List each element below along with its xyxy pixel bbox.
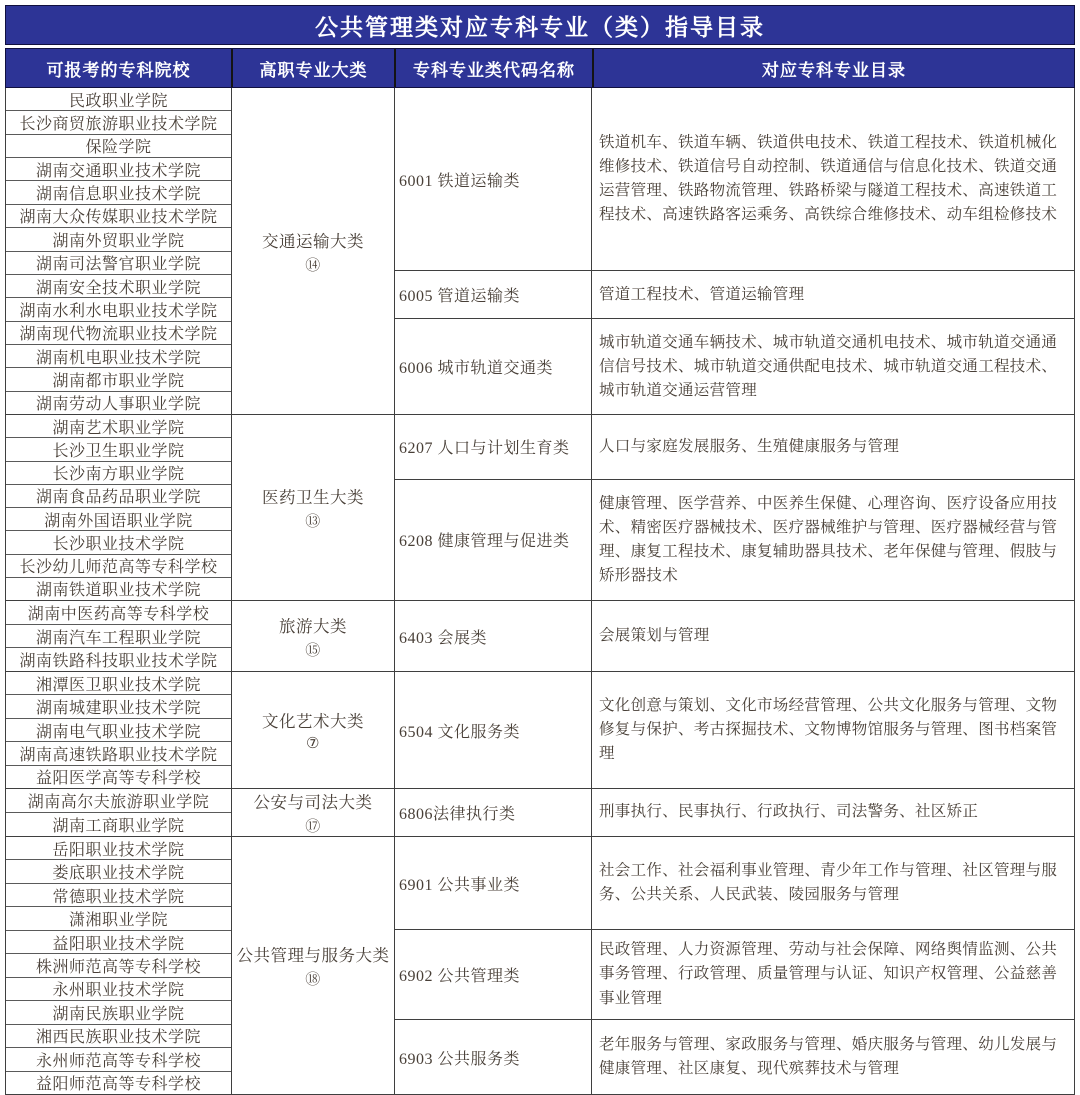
majors-cell: 社会工作、社会福利事业管理、青少年工作与管理、社区管理与服务、公共关系、人民武装、陵园服务与管理	[599, 861, 1058, 903]
category-count-badge: ⑰	[305, 819, 321, 835]
major-rows	[395, 837, 1074, 1094]
school-cell: 湖南大众传媒职业技术学院	[6, 205, 231, 228]
school-cell: 长沙商贸旅游职业技术学院	[6, 111, 231, 134]
school-list	[6, 789, 232, 836]
school-cell: 湖南城建职业技术学院	[6, 695, 231, 718]
majors-cell: 人口与家庭发展服务、生殖健康服务与管理	[599, 437, 900, 455]
major-row	[395, 837, 1074, 930]
school-cell: 湖南中医药高等专科学校	[6, 601, 231, 625]
category-cell	[232, 837, 395, 1094]
school-cell: 湖南信息职业技术学院	[6, 181, 231, 204]
school-cell: 永州师范高等专科学校	[6, 1048, 231, 1071]
school-cell: 株洲师范高等专科学校	[6, 954, 231, 977]
section-public-admin-service	[6, 837, 1074, 1094]
major-row	[395, 930, 1074, 1020]
school-cell: 湖南汽车工程职业学院	[6, 625, 231, 649]
school-list	[6, 672, 232, 788]
school-cell: 湖南电气职业技术学院	[6, 719, 231, 742]
school-cell: 湖南水利水电职业技术学院	[6, 298, 231, 321]
category-count-badge: ⑬	[305, 514, 321, 530]
school-cell: 湖南艺术职业学院	[6, 415, 231, 438]
code-cell: 6403 会展类	[395, 601, 592, 671]
school-cell: 长沙职业技术学院	[6, 531, 231, 554]
code-cell: 6005 管道运输类	[395, 271, 592, 318]
school-cell: 湖南外贸职业学院	[6, 228, 231, 251]
school-cell: 益阳职业技术学院	[6, 931, 231, 954]
school-cell: 湖南铁路科技职业技术学院	[19, 653, 218, 671]
school-cell: 湖南都市职业学院	[6, 368, 231, 391]
school-list	[6, 415, 232, 600]
category-cell	[232, 789, 395, 836]
code-cell: 6901 公共事业类	[395, 837, 592, 929]
majors-cell: 会展策划与管理	[599, 626, 710, 644]
column-header-code: 专科专业类代码名称	[396, 49, 594, 87]
column-header-schools: 可报考的专科院校	[6, 49, 233, 87]
section-culture-art	[6, 672, 1074, 789]
school-cell: 湖南司法警官职业学院	[6, 252, 231, 275]
column-header-category: 高职专业大类	[233, 49, 396, 87]
category-name: 交通运输大类	[262, 231, 364, 251]
school-cell: 长沙南方职业学院	[6, 462, 231, 485]
school-cell: 益阳医学高等专科学校	[35, 770, 201, 788]
school-cell: 湖南机电职业技术学院	[6, 345, 231, 368]
school-cell: 湖南铁道职业技术学院	[35, 582, 201, 600]
school-cell: 湖南外国语职业学院	[6, 508, 231, 531]
school-cell: 长沙幼儿师范高等专科学校	[6, 555, 231, 578]
category-cell	[232, 88, 395, 414]
major-row	[395, 1020, 1074, 1094]
major-row	[395, 601, 1074, 671]
category-cell	[232, 601, 395, 671]
code-cell: 6902 公共管理类	[395, 930, 592, 1019]
major-row	[395, 480, 1074, 600]
school-cell: 湖南高速铁路职业技术学院	[6, 742, 231, 765]
category-cell	[232, 415, 395, 600]
school-cell: 湖南高尔夫旅游职业学院	[6, 789, 231, 813]
school-cell: 保险学院	[6, 135, 231, 158]
school-cell: 岳阳职业技术学院	[6, 837, 231, 860]
school-cell: 永州职业技术学院	[6, 978, 231, 1001]
school-cell: 湖南劳动人事职业学院	[35, 396, 201, 414]
category-name: 公共管理与服务大类	[236, 946, 390, 965]
school-list	[6, 88, 232, 414]
code-cell: 6208 健康管理与促进类	[395, 480, 592, 600]
section-public-security-justice	[6, 789, 1074, 837]
section-transport	[6, 88, 1074, 415]
category-count-badge: ⑭	[305, 257, 321, 274]
major-row	[395, 789, 1074, 836]
code-cell: 6903 公共服务类	[395, 1020, 592, 1094]
section-tourism	[6, 601, 1074, 672]
majors-cell: 铁道机车、铁道车辆、铁道供电技术、铁道工程技术、铁道机械化维修技术、铁道信号自动控制、铁道通信与信息化技术、铁道交通运营管理、铁路物流管理、铁路桥梁与隧道工程技术、高速铁道工程技术、高速铁路客运乘务、高铁综合维修技术、动车组检修技术	[599, 134, 1058, 224]
major-row	[395, 88, 1074, 271]
category-name: 文化艺术大类	[262, 711, 364, 731]
section-medical-health	[6, 415, 1074, 601]
school-cell: 湖南工商职业学院	[52, 818, 185, 835]
category-count-badge: ⑦	[306, 735, 320, 752]
school-cell: 娄底职业技术学院	[6, 860, 231, 883]
majors-cell: 管道工程技术、管道运输管理	[599, 285, 805, 303]
school-cell: 湘潭医卫职业技术学院	[6, 672, 231, 695]
column-header-majors: 对应专科专业目录	[762, 60, 906, 80]
category-name: 医药卫生大类	[262, 488, 364, 507]
major-rows	[395, 789, 1074, 836]
school-cell: 湖南安全技术职业学院	[6, 275, 231, 298]
major-row	[395, 271, 1074, 319]
category-cell	[232, 672, 395, 788]
majors-cell: 老年服务与管理、家政服务与管理、婚庆服务与管理、幼儿发展与健康管理、社区康复、现代殡葬技术与管理	[599, 1035, 1058, 1077]
code-cell: 6207 人口与计划生育类	[395, 415, 592, 479]
school-list	[6, 837, 232, 1094]
major-rows	[395, 415, 1074, 600]
majors-cell: 健康管理、医学营养、中医养生保健、心理咨询、医疗设备应用技术、精密医疗器械技术、医疗器械维护与管理、医疗器械经营与管理、康复工程技术、康复辅助器具技术、老年保健与管理、假肢与矫形器技术	[599, 494, 1058, 584]
category-count-badge: ⑱	[305, 972, 321, 988]
page-title: 公共管理类对应专科专业（类）指导目录	[5, 5, 1075, 45]
code-cell: 6001 铁道运输类	[395, 88, 592, 270]
guidance-directory-table	[5, 5, 1075, 1095]
majors-cell: 城市轨道交通车辆技术、城市轨道交通机电技术、城市轨道交通通信信号技术、城市轨道交通供配电技术、城市轨道交通工程技术、城市轨道交通运营管理	[599, 333, 1058, 399]
school-cell: 潇湘职业学院	[6, 907, 231, 930]
majors-cell: 刑事执行、民事执行、行政执行、司法警务、社区矫正	[599, 803, 979, 821]
school-list	[6, 601, 232, 671]
school-cell: 民政职业学院	[6, 88, 231, 111]
code-cell: 6504 文化服务类	[395, 672, 592, 788]
school-cell: 湖南食品药品职业学院	[6, 485, 231, 508]
column-header-row	[5, 48, 1075, 88]
major-rows	[395, 672, 1074, 788]
major-rows	[395, 601, 1074, 671]
school-cell: 湖南现代物流职业技术学院	[6, 322, 231, 345]
major-row	[395, 319, 1074, 414]
category-name: 旅游大类	[279, 616, 347, 636]
school-cell: 常德职业技术学院	[6, 884, 231, 907]
school-cell: 益阳师范高等专科学校	[35, 1076, 201, 1094]
category-name: 公安与司法大类	[253, 793, 373, 812]
school-cell: 湖南交通职业技术学院	[6, 158, 231, 181]
category-count-badge: ⑮	[305, 642, 321, 659]
school-cell: 长沙卫生职业学院	[6, 438, 231, 461]
school-cell: 湖南民族职业学院	[6, 1001, 231, 1024]
school-cell: 湘西民族职业技术学院	[6, 1025, 231, 1048]
code-cell: 6806法律执行类	[395, 789, 592, 836]
major-rows	[395, 88, 1074, 414]
majors-cell: 文化创意与策划、文化市场经营管理、公共文化服务与管理、文物修复与保护、考古探掘技术、文物博物馆服务与管理、图书档案管理	[599, 696, 1058, 762]
major-row	[395, 672, 1074, 788]
code-cell: 6006 城市轨道交通类	[395, 319, 592, 414]
table-body	[5, 88, 1075, 1095]
major-row	[395, 415, 1074, 480]
majors-cell: 民政管理、人力资源管理、劳动与社会保障、网络舆情监测、公共事务管理、行政管理、质量管理与认证、知识产权管理、公益慈善事业管理	[599, 941, 1058, 1007]
